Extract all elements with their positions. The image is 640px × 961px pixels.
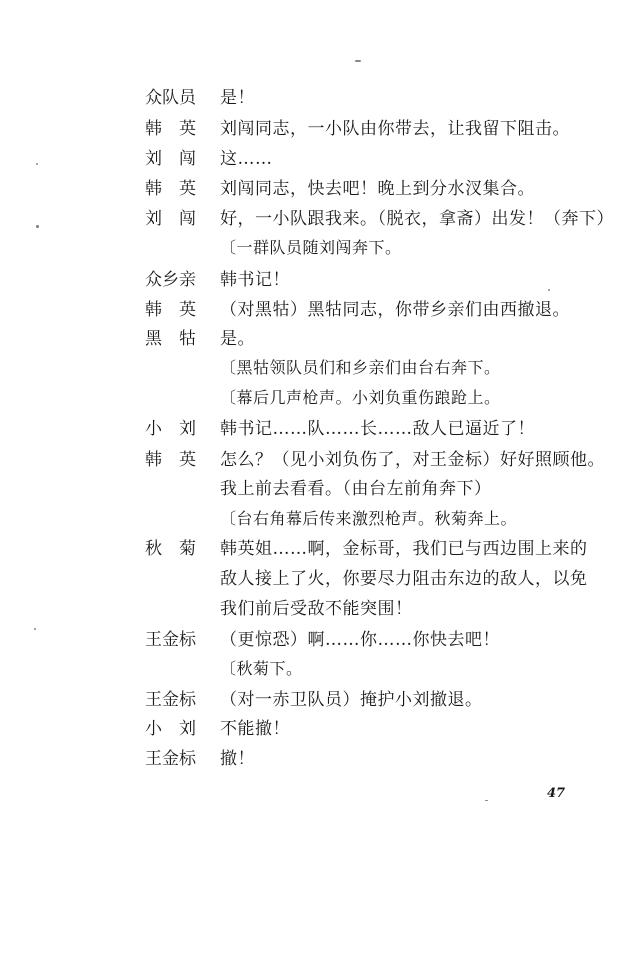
scan-speck [355,60,361,62]
speaker-name: 黑 牯 [145,329,196,349]
stage-direction-text: 〔黑牯领队员们和乡亲们由台右奔下。 [220,358,501,377]
speaker-name: 王金标 [145,630,196,650]
speech-text: 刘闯同志，快去吧！晚上到分水汊集合。 [220,179,535,199]
scan-speck [36,163,38,165]
speech-text: 是！ [220,88,255,108]
speech-text: 敌人接上了火，你要尽力阻击东边的敌人，以免 [220,569,588,589]
speaker-name: 王金标 [145,749,196,769]
speech-text: （更惊恐）啊……你……你快去吧！ [220,630,500,650]
speaker-name: 众乡亲 [145,270,196,290]
speech-text: 撤！ [220,749,255,769]
speech-text: 韩书记……队……长……敌人已逼近了！ [220,419,535,439]
speech-text: 好，一小队跟我来。（脱衣，拿斋）出发！（奔下） [220,209,614,229]
scan-speck [36,225,39,228]
speaker-name: 小 刘 [145,419,196,439]
speaker-name: 小 刘 [145,719,196,739]
speaker-name: 刘 闯 [145,149,196,169]
speech-text: 我们前后受敌不能突围！ [220,599,413,619]
page-number: 47 [547,786,566,801]
speaker-name: 王金标 [145,690,196,710]
speech-text: 韩书记！ [220,270,290,290]
speaker-name: 刘 闯 [145,209,196,229]
scan-speck [34,628,36,630]
speech-text: （对黑牯）黑牯同志，你带乡亲们由西撤退。 [220,300,570,320]
speaker-name: 秋 菊 [145,539,196,559]
speech-text: 这…… [220,149,273,169]
speech-text: 怎么？（见小刘负伤了，对王金标）好好照顾他。 [220,450,605,470]
speaker-name: 众队员 [145,88,196,108]
scan-speck [485,800,488,801]
speech-text: （对一赤卫队员）掩护小刘撤退。 [220,690,483,710]
speaker-name: 韩 英 [145,179,196,199]
speech-text: 是。 [220,329,255,349]
speech-text: 不能撤！ [220,719,290,739]
speech-text: 韩英姐……啊，金标哥，我们已与西边围上来的 [220,539,588,559]
stage-direction-text: 〔幕后几声枪声。小刘负重伤踉跄上。 [220,388,501,407]
speaker-name: 韩 英 [145,119,196,139]
stage-direction-text: 〔秋菊下。 [220,659,303,678]
speech-text: 我上前去看看。（由台左前角奔下） [220,479,492,499]
stage-direction-text: 〔一群队员随刘闯奔下。 [220,238,402,257]
speaker-name: 韩 英 [145,300,196,320]
speaker-name: 韩 英 [145,450,196,470]
scan-speck [548,289,550,291]
speech-text: 刘闯同志，一小队由你带去，让我留下阻击。 [220,119,570,139]
stage-direction-text: 〔台右角幕后传来激烈枪声。秋菊奔上。 [220,509,518,528]
